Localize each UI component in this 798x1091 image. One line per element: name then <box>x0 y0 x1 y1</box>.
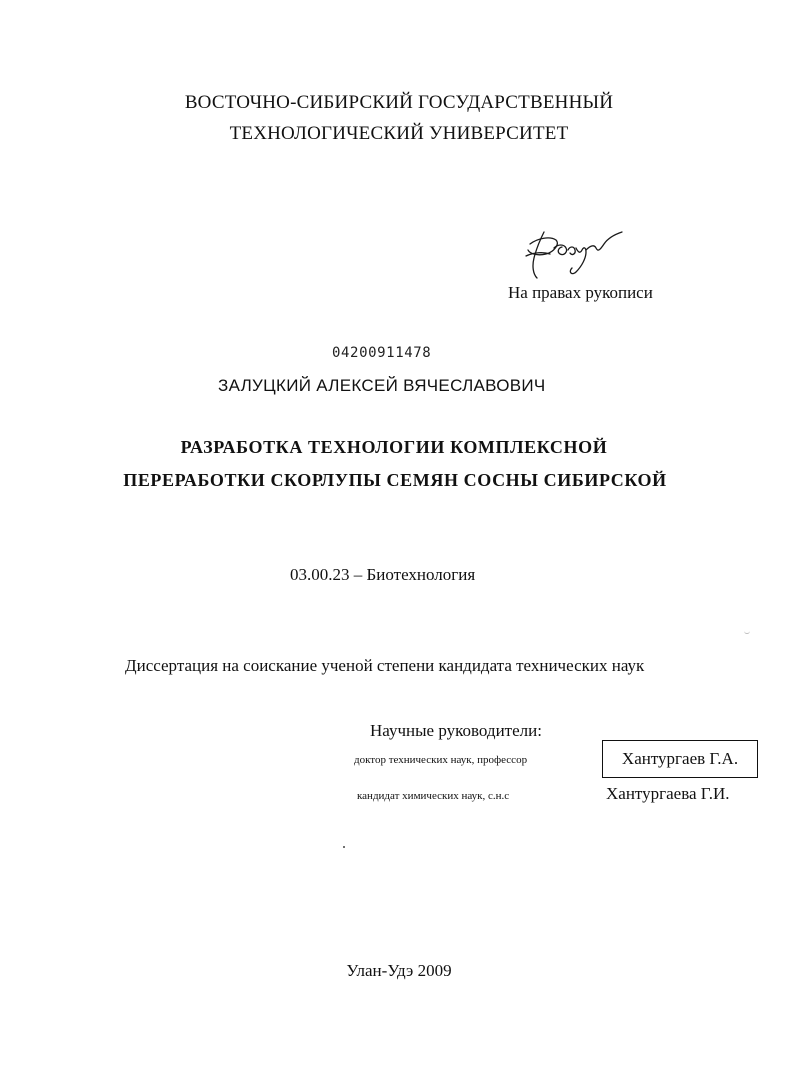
supervisor-role: доктор технических наук, профессор <box>354 754 528 766</box>
thesis-title-line-1: РАЗРАБОТКА ТЕХНОЛОГИИ КОМПЛЕКСНОЙ <box>180 437 608 457</box>
supervisor-role: кандидат химических наук, с.н.с <box>357 790 510 802</box>
supervisors-heading: Научные руководители: <box>370 721 542 740</box>
scan-mark <box>343 846 345 848</box>
scan-mark <box>744 630 750 634</box>
thesis-title-line-2: ПЕРЕРАБОТКИ СКОРЛУПЫ СЕМЯН СОСНЫ СИБИРСКОЙ <box>123 470 667 490</box>
dissertation-statement: Диссертация на соискание ученой степени кандидата технических наук <box>125 656 645 675</box>
author-name: ЗАЛУЦКИЙ АЛЕКСЕЙ ВЯЧЕСЛАВОВИЧ <box>218 376 546 395</box>
city-year: Улан-Удэ 2009 <box>346 961 452 980</box>
manuscript-rights-note: На правах рукописи <box>508 283 653 302</box>
supervisor-name: Хантургаев Г.А. <box>621 749 739 768</box>
university-name-line-2: ТЕХНОЛОГИЧЕСКИЙ УНИВЕРСИТЕТ <box>229 123 569 144</box>
supervisor-name: Хантургаева Г.И. <box>606 784 730 803</box>
supervisor-name-boxed <box>602 740 758 778</box>
specialty-code: 03.00.23 – Биотехнология <box>290 565 476 584</box>
university-name-line-1: ВОСТОЧНО-СИБИРСКИЙ ГОСУДАРСТВЕННЫЙ <box>184 92 614 113</box>
handwritten-signature <box>520 226 626 282</box>
catalog-number-stamp: 04200911478 <box>332 345 432 361</box>
